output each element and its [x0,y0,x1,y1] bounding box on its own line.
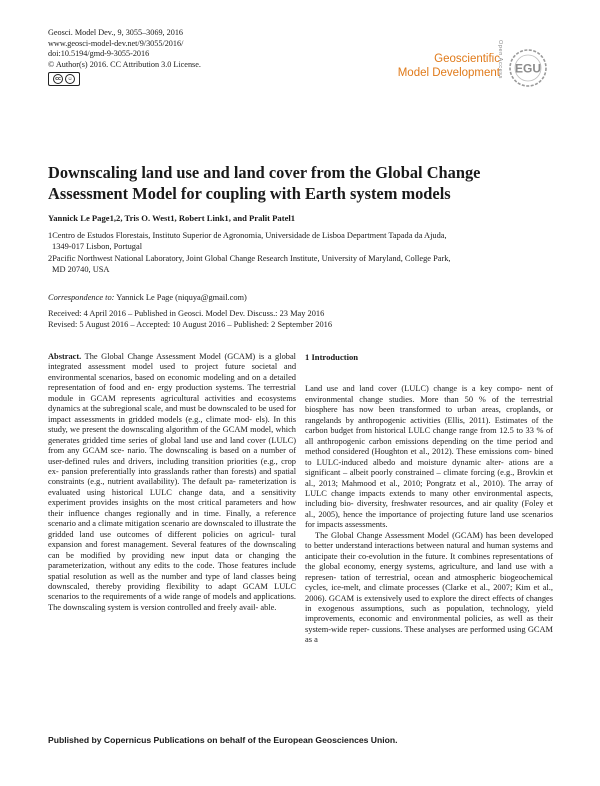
journal-logo [398,52,500,80]
intro-line: (Ellis, 2011). Estimates of the carbon budget from historical [305,415,553,436]
abstract-line: rules and drivers, including transition priorities (e.g., crop ex- [48,456,296,476]
abstract-line: downscaling system is version controlled and freely avail- [63,602,259,612]
citation-license-line: © Author(s) 2016. CC Attribution 3.0 License. [48,59,201,69]
intro-line: cycles, ice-melt, and climate processes (Clarke et al., 2007; [305,583,513,593]
intro-line: developed to better understand interactions between natural [305,530,554,551]
intro-line: Pongratz et al., 2010). The array of LULC change impacts [305,478,553,498]
publication-dates [48,308,332,330]
paper-title [48,163,553,204]
intro-line: cussions. These analyses are performed using GCAM as a [305,624,554,645]
title-line: Downscaling land use and land cover from the Global Change [48,163,481,182]
abstract-line: number and type of land classes being downscaled, thereby [48,571,297,591]
abstract-line: climate mitigation scenario are downscaled to illustrate the [98,519,296,529]
cc-icon: cc [53,74,63,84]
intro-paragraph-2 [305,531,553,646]
abstract-line: tural expansion and forest management. Several features of [48,529,296,550]
affiliation-2 [48,253,553,275]
creative-commons-badge[interactable] [48,72,80,86]
affiliation-line: 1349-017 Lisbon, Portugal [52,242,143,251]
abstract-line: nario. The downscaling is based on a number of user-defined [48,446,297,466]
abstract-line: able. [260,602,277,612]
abstract-paragraph [48,352,296,613]
by-icon: ☺ [65,74,75,84]
intro-line: and human systems and anticipate their co-evolution in the [305,541,553,561]
intro-line: carbon emissions depending on the time period and method [305,436,553,457]
intro-line: the terrestrial biosphere has now been transformed to urban [305,394,553,415]
egu-logo-icon [508,48,548,88]
abstract-line: pansion preferentially into grasslands rather than forests) and [61,466,272,476]
abstract-line: code. Those features include spatial resolution as well as the [48,561,297,581]
abstract-line: regionally and in time. Finally, a reference scenario and a [48,508,296,529]
affiliation-line: 2Pacific Northwest National Laboratory, Joint Global Change Research Institute, University of Maryland, College Park, [48,254,451,263]
abstract-line: global land use and land cover (LULC) from any GCAM sce- [48,435,297,456]
intro-line: energy systems, agriculture, and land use with a represen- [305,562,554,582]
abstract-line: the subregional scale, and must be downscaled to be used [90,404,285,414]
abstract-line: societal and environmental scenarios, based on economic [48,362,297,382]
egu-logo-text: EGU [514,61,542,76]
intro-line: areas, croplands, or rangelands by anthropogenic activities [305,405,553,425]
intro-line: environmental policies, as well as their system-wide reper- [305,614,553,634]
intro-paragraph-1 [305,384,553,530]
intro-line: direct effects of changes in exogenous assumptions, such as [305,593,554,613]
abstract-line: requirements of a wide range of models and applications. The [48,592,296,612]
intro-line: 2005), hence the importance of projecting future land use [318,509,519,519]
intro-line: Kim et al., 2006). GCAM is extensively used to explore the [305,583,553,603]
correspondence [48,292,247,303]
citation-block [48,28,201,70]
abstract-line: or changing the parameterization, without any edits to the [48,550,297,571]
abstract-line: data, and a sensitivity experiment provides insights on the [48,487,296,508]
abstract-line: for impact assessments in gridded models (e.g., climate mod- [48,404,297,424]
abstract-column [48,352,296,613]
open-access-label: Open Access [497,40,503,80]
abstract-line: providing flexibility to adapt GCAM LULC scenarios to the [48,581,296,602]
abstract-line: the GCAM model, which generates gridded time series of [48,425,296,445]
abstract-line: the downscaling can be modified by providing new input data [48,540,296,560]
intro-line: extends to many other environmental aspects, including bio- [305,488,553,509]
abstract-line: gridded land use outcomes of different policies on agricul- [48,529,275,539]
intro-line: nent of environmental change studies. More than 50 % of [305,384,554,404]
intro-line: bined to LULC-induced albedo and moisture dynamic alter- [305,447,554,467]
publisher-footer: Published by Copernicus Publications on behalf of the European Geosciences Union. [48,735,398,745]
intro-line: diversity, freshwater resources, and air quality (Foley et al., [305,499,553,519]
correspondence-contact[interactable]: Yannick Le Page (niquya@gmail.com) [116,293,247,302]
intro-line: forcing (e.g., Brovkin et al., 2013; Mahmood et al., 2010; [305,468,554,488]
abstract-line: els). In this study, we present the downscaling algorithm of [48,414,297,435]
citation-doi-line[interactable]: doi:10.5194/gmd-9-3055-2016 [48,49,150,59]
abstract-line: most critical parameters and how their influence changes [48,498,296,518]
journal-name-line1: Geoscientific [434,53,500,65]
intro-line: future. It combines representations of the global economy, [305,551,553,572]
author-list: Yannick Le Page1,2, Tris O. West1, Robert Link1, and Pralit Patel1 [48,213,296,223]
correspondence-label: Correspondence to: [48,293,115,302]
intro-line: population, technology, yield improvements, economic and [305,603,554,624]
intro-line: LULC change range from 12.5 to 33 % of all anthropogenic [305,426,553,446]
abstract-line: spatial constraints (e.g., nutrient availability). The default pa- [48,466,297,487]
abstract-line: is a global integrated assessment model used to project future [48,352,296,372]
introduction-column [305,352,553,646]
dates-line: Revised: 5 August 2016 – Accepted: 10 August 2016 – Published: 2 September 2016 [48,320,333,329]
introduction-heading: 1 Introduction [305,352,359,362]
dates-line: Received: 4 April 2016 – Published in Geosci. Model Dev. Discuss.: 23 May 2016 [48,309,325,318]
title-line: Assessment Model for coupling with Earth system models [48,183,451,203]
intro-line: Land use and land cover (LULC) change is a key compo- [305,384,523,394]
intro-line: tation of terrestrial, ocean and atmospheric biogeochemical [340,572,554,582]
affiliation-1 [48,230,553,252]
journal-name-line2: Model Development [397,67,500,79]
abstract-line: represents agricultural activities and ecosystems dynamics at [48,393,297,414]
intro-line: scenarios for impacts assessments. [305,509,554,530]
abstract-line: The Global Change Assessment Model (GCAM) [84,352,256,361]
abstract-line: modeling and on a detailed representation of food and en- [48,372,296,393]
affiliation-line: 1Centro de Estudos Florestais, Instituto Superior de Agronomia, Universidade de Lisboa Department Tapada da Ajuda, [48,231,447,240]
citation-journal-line: Geosci. Model Dev., 9, 3055–3069, 2016 [48,28,184,37]
intro-line: The Global Change Assessment Model (GCAM) has been [315,530,516,540]
intro-line: considered (Houghton et al., 2012). These emissions com- [332,447,532,457]
abstract-label: Abstract. [48,352,82,361]
affiliation-line: MD 20740, USA [52,265,110,274]
citation-url-line[interactable]: www.geosci-model-dev.net/9/3055/2016/ [48,38,184,48]
abstract-line: rameterization is evaluated using historical LULC change [48,477,296,497]
abstract-line: ergy production systems. The terrestrial module in GCAM [48,383,296,403]
intro-line: ations are a significant – albeit poorly constrained – climate [305,457,553,478]
